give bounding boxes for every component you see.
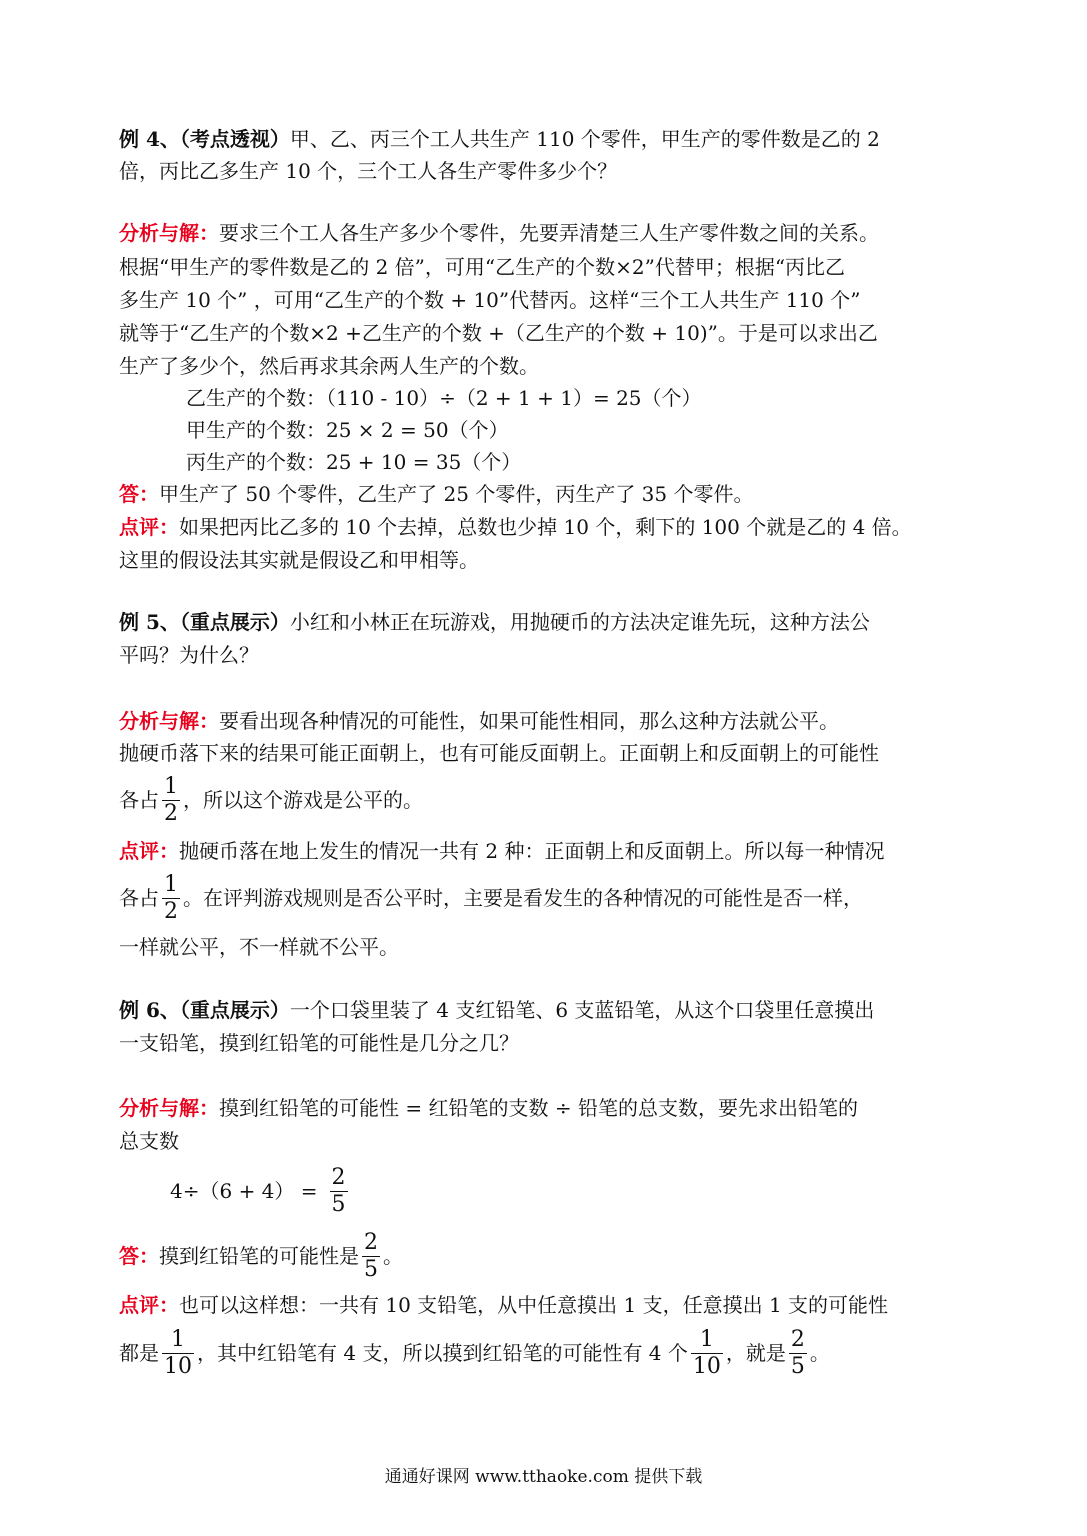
ex5-question-text-1: 小红和小林正在玩游戏，用抛硬币的方法决定谁先玩，这种方法公: [289, 610, 870, 634]
ex6-answer-post: 。: [383, 1244, 403, 1268]
ex6-question-line-2: 一支铅笔，摸到红铅笔的可能性是几分之几？: [119, 1031, 519, 1055]
ex6-heading: 例 6、（重点展示）: [119, 998, 290, 1022]
ex4-comment-text-1: 如果把丙比乙多的 10 个去掉，总数也少掉 10 个，剩下的 100 个就是乙的 4 倍。: [179, 515, 912, 539]
ex4-analysis-line-4: 就等于“乙生产的个数×2 +乙生产的个数 +（乙生产的个数 + 10)”。于是可以求出乙: [119, 321, 878, 345]
ex4-calc-line-3: 丙生产的个数：25 + 10 = 35（个）: [186, 450, 522, 474]
fraction-numerator: 1: [162, 1327, 194, 1354]
ex5-comment-pre: 各占: [119, 886, 159, 910]
ex6-answer-label: 答：: [119, 1244, 159, 1268]
ex4-comment-line-2: 这里的假设法其实就是假设乙和甲相等。: [119, 548, 479, 572]
ex5-comment-line-2: [119, 868, 863, 928]
ex4-calc-line-1: 乙生产的个数：（110 - 10）÷（2 + 1 + 1）= 25（个）: [186, 386, 702, 410]
ex5-analysis-pre: 各占: [119, 788, 159, 812]
ex4-analysis-line-5: 生产了多少个，然后再求其余两人生产的个数。: [119, 354, 539, 378]
ex5-analysis-line-3: [119, 770, 423, 830]
ex4-analysis-text-1: 要求三个工人各生产多少个零件，先要弄清楚三人生产零件数之间的关系。: [219, 221, 879, 245]
ex6-answer-pre: 摸到红铅笔的可能性是: [159, 1244, 359, 1268]
ex4-analysis-line-3: 多生产 10 个” ，可用“乙生产的个数 + 10”代替丙。这样“三个工人共生产 110 个”: [119, 288, 861, 312]
fraction-denominator: 10: [164, 1353, 192, 1379]
ex5-fraction-half: [162, 774, 180, 827]
ex6-comment-fraction-1: [162, 1327, 194, 1380]
ex6-analysis-line-1: [119, 1093, 858, 1123]
ex6-question-line-1: [119, 995, 874, 1025]
fraction-denominator: 10: [692, 1353, 721, 1379]
fraction-numerator: 1: [164, 871, 178, 897]
ex4-answer-line: [119, 479, 754, 509]
ex6-comment-line-1: [119, 1290, 888, 1320]
ex5-analysis-line-1: [119, 706, 839, 736]
ex4-analysis-line-1: [119, 218, 879, 248]
fraction-denominator: 5: [364, 1256, 378, 1282]
ex4-comment-label: 点评：: [119, 515, 179, 539]
fraction-numerator: 2: [790, 1326, 805, 1352]
ex5-comment-fraction-half: [162, 872, 180, 925]
ex5-question-line-1: [119, 607, 870, 637]
ex6-calc-line: [170, 1161, 351, 1221]
ex5-comment-line-3: 一样就公平，不一样就不公平。: [119, 935, 399, 959]
ex4-answer-text: 甲生产了 50 个零件，乙生产了 25 个零件，丙生产了 35 个零件。: [159, 482, 754, 506]
ex6-comment-fraction-2: [691, 1327, 723, 1380]
ex5-analysis-post: ，所以这个游戏是公平的。: [183, 788, 423, 812]
ex5-comment-text-1: 抛硬币落在地上发生的情况一共有 2 种：正面朝上和反面朝上。所以每一种情况: [179, 839, 885, 863]
ex6-comment-fraction-3: [789, 1327, 807, 1380]
ex4-analysis-line-2: 根据“甲生产的零件数是乙的 2 倍”，可用“乙生产的个数×2”代替甲；根据“丙比乙: [119, 255, 846, 279]
fraction-numerator: 2: [331, 1164, 346, 1190]
ex5-heading: 例 5、（重点展示）: [119, 610, 290, 634]
ex6-comment-seg-a: 都是: [119, 1341, 159, 1365]
ex6-question-text-1: 一个口袋里装了 4 支红铅笔、6 支蓝铅笔，从这个口袋里任意摸出: [289, 998, 875, 1022]
ex6-comment-seg-c: ，就是: [725, 1341, 786, 1365]
ex4-analysis-label: 分析与解：: [119, 221, 219, 245]
ex4-question-line-2: 倍，丙比乙多生产 10 个，三个工人各生产零件多少个？: [119, 159, 618, 183]
ex6-comment-line-2: [119, 1323, 830, 1383]
ex6-comment-label: 点评：: [119, 1293, 179, 1317]
ex5-comment-post: 。在评判游戏规则是否公平时，主要是看发生的各种情况的可能性是否一样，: [183, 886, 863, 910]
ex6-comment-seg-b: ，其中红铅笔有 4 支，所以摸到红铅笔的可能性有 4 个: [197, 1341, 688, 1365]
fraction-numerator: 2: [364, 1229, 378, 1255]
ex6-analysis-line-2: 总支数: [119, 1129, 179, 1153]
fraction-denominator: 5: [331, 1191, 346, 1217]
fraction-numerator: 1: [164, 773, 178, 799]
ex4-answer-label: 答：: [119, 482, 159, 506]
ex4-heading: 例 4、（考点透视）: [119, 127, 290, 151]
fraction-denominator: 5: [790, 1353, 805, 1379]
page-footer: 通通好课网 www.tthaoke.com 提供下载: [384, 1467, 703, 1487]
ex5-question-line-2: 平吗？为什么？: [119, 643, 259, 667]
ex6-analysis-label: 分析与解：: [119, 1096, 219, 1120]
ex6-answer-line: [119, 1226, 403, 1286]
ex5-analysis-text-1: 要看出现各种情况的可能性，如果可能性相同，那么这种方法就公平。: [219, 709, 839, 733]
ex5-comment-label: 点评：: [119, 839, 179, 863]
ex4-comment-line-1: [119, 512, 912, 542]
fraction-numerator: 1: [691, 1327, 723, 1354]
ex6-comment-text-1: 也可以这样想：一共有 10 支铅笔，从中任意摸出 1 支，任意摸出 1 支的可能性: [179, 1293, 889, 1317]
ex6-comment-seg-d: 。: [809, 1341, 830, 1365]
fraction-denominator: 2: [164, 898, 178, 924]
ex4-question-line-1: [119, 124, 880, 154]
ex6-calc-expression: 4÷（6 + 4） =: [170, 1179, 318, 1203]
ex5-comment-line-1: [119, 836, 884, 866]
ex5-analysis-label: 分析与解：: [119, 709, 219, 733]
ex6-calc-fraction: [330, 1165, 348, 1218]
ex4-calc-line-2: 甲生产的个数：25 × 2 = 50（个）: [186, 418, 509, 442]
fraction-denominator: 2: [164, 800, 178, 826]
ex6-analysis-text-1: 摸到红铅笔的可能性 = 红铅笔的支数 ÷ 铅笔的总支数，要先求出铅笔的: [219, 1096, 858, 1120]
ex4-question-text-1: 甲、乙、丙三个工人共生产 110 个零件，甲生产的零件数是乙的 2: [289, 127, 880, 151]
ex6-answer-fraction: [362, 1230, 380, 1283]
ex5-analysis-line-2: 抛硬币落下来的结果可能正面朝上，也有可能反面朝上。正面朝上和反面朝上的可能性: [119, 741, 879, 765]
